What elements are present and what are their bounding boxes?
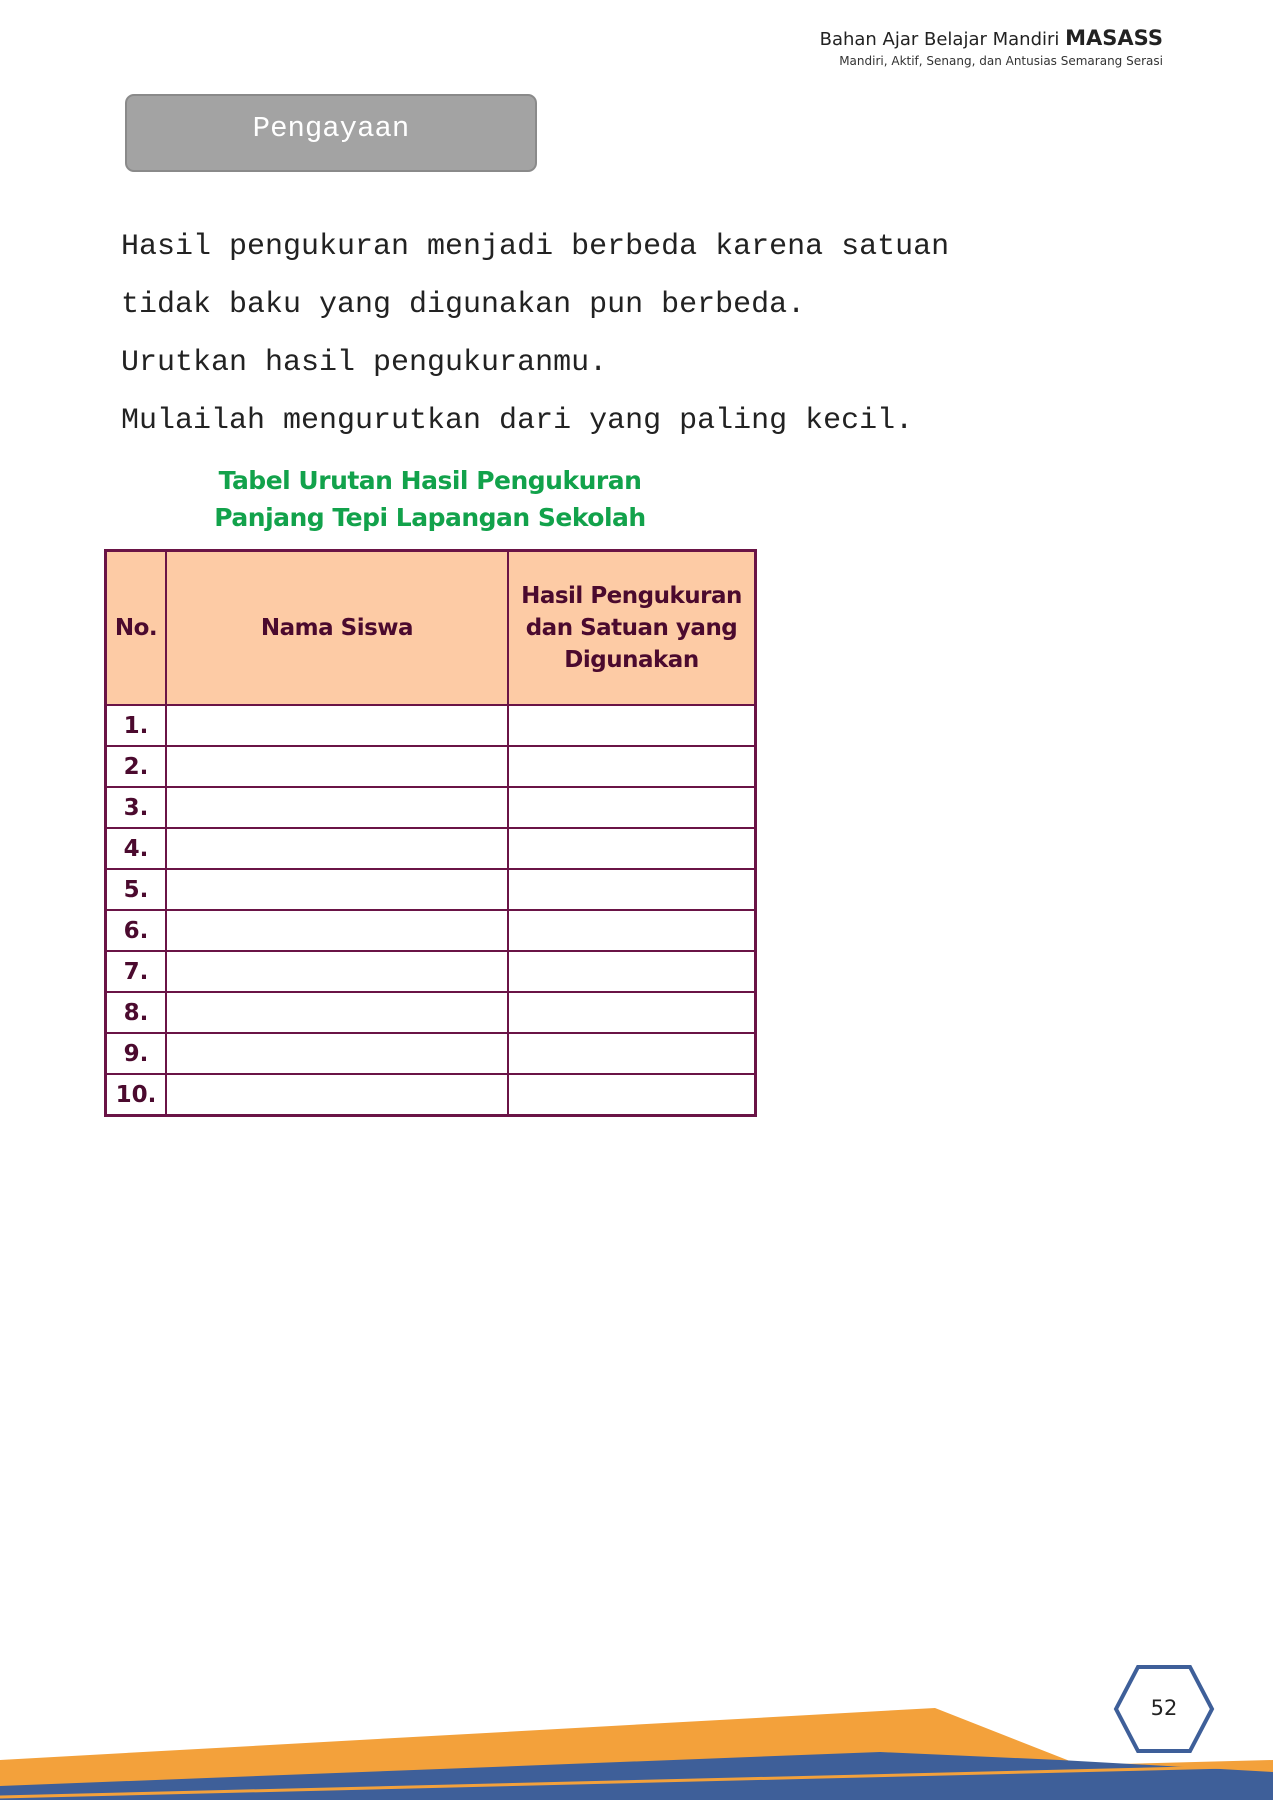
row-number: 3. [106,787,167,828]
result-cell [508,787,756,828]
header-title [820,26,1163,52]
table-row [106,705,756,746]
footer-wave-decoration [0,1660,1273,1800]
result-cell [508,869,756,910]
result-cell [508,828,756,869]
table-row [106,869,756,910]
paragraph-line: tidak baku yang digunakan pun berbeda. [121,288,806,322]
section-label: Pengayaan [252,111,410,145]
row-number: 8. [106,992,167,1033]
paragraph-line: Urutkan hasil pengukuranmu. [121,346,608,380]
table-row [106,992,756,1033]
header-no: No. [106,551,167,706]
result-cell [508,746,756,787]
table-row [106,910,756,951]
instruction-paragraph [121,222,1141,454]
result-cell [508,705,756,746]
result-cell [508,910,756,951]
header-name: Nama Siswa [166,551,508,706]
table-row [106,746,756,787]
result-cell [508,1074,756,1116]
name-cell [166,746,508,787]
name-cell [166,951,508,992]
name-cell [166,869,508,910]
page-number: 52 [1150,1696,1178,1720]
header-result [508,551,756,706]
row-number: 6. [106,910,167,951]
table-row [106,951,756,992]
paragraph-line: Mulailah mengurutkan dari yang paling kecil. [121,404,914,438]
row-number: 5. [106,869,167,910]
name-cell [166,992,508,1033]
header-result-line3: Digunakan [564,647,699,673]
table-title-line1: Tabel Urutan Hasil Pengukuran [218,466,642,495]
table-title [160,462,700,536]
header-subtitle: Mandiri, Aktif, Senang, dan Antusias Semarang Serasi [839,54,1163,68]
name-cell [166,1074,508,1116]
row-number: 10. [106,1074,167,1116]
table-header-row [106,551,756,706]
header-title-text: Bahan Ajar Belajar Mandiri [819,29,1060,50]
name-cell [166,910,508,951]
table-row [106,1074,756,1116]
name-cell [166,705,508,746]
table-row [106,828,756,869]
name-cell [166,787,508,828]
row-number: 2. [106,746,167,787]
table-row [106,1033,756,1074]
table-row [106,787,756,828]
row-number: 9. [106,1033,167,1074]
name-cell [166,1033,508,1074]
row-number: 1. [106,705,167,746]
table-title-line2: Panjang Tepi Lapangan Sekolah [214,503,646,532]
measurement-table [104,549,757,1117]
page-header [820,26,1163,68]
header-result-line1: Hasil Pengukuran [521,583,742,609]
header-title-brand: MASASS [1065,26,1163,50]
result-cell [508,992,756,1033]
name-cell [166,828,508,869]
row-number: 7. [106,951,167,992]
result-cell [508,951,756,992]
paragraph-line: Hasil pengukuran menjadi berbeda karena satuan [121,230,950,264]
section-label-box [125,94,537,172]
header-result-line2: dan Satuan yang [525,615,738,641]
result-cell [508,1033,756,1074]
row-number: 4. [106,828,167,869]
